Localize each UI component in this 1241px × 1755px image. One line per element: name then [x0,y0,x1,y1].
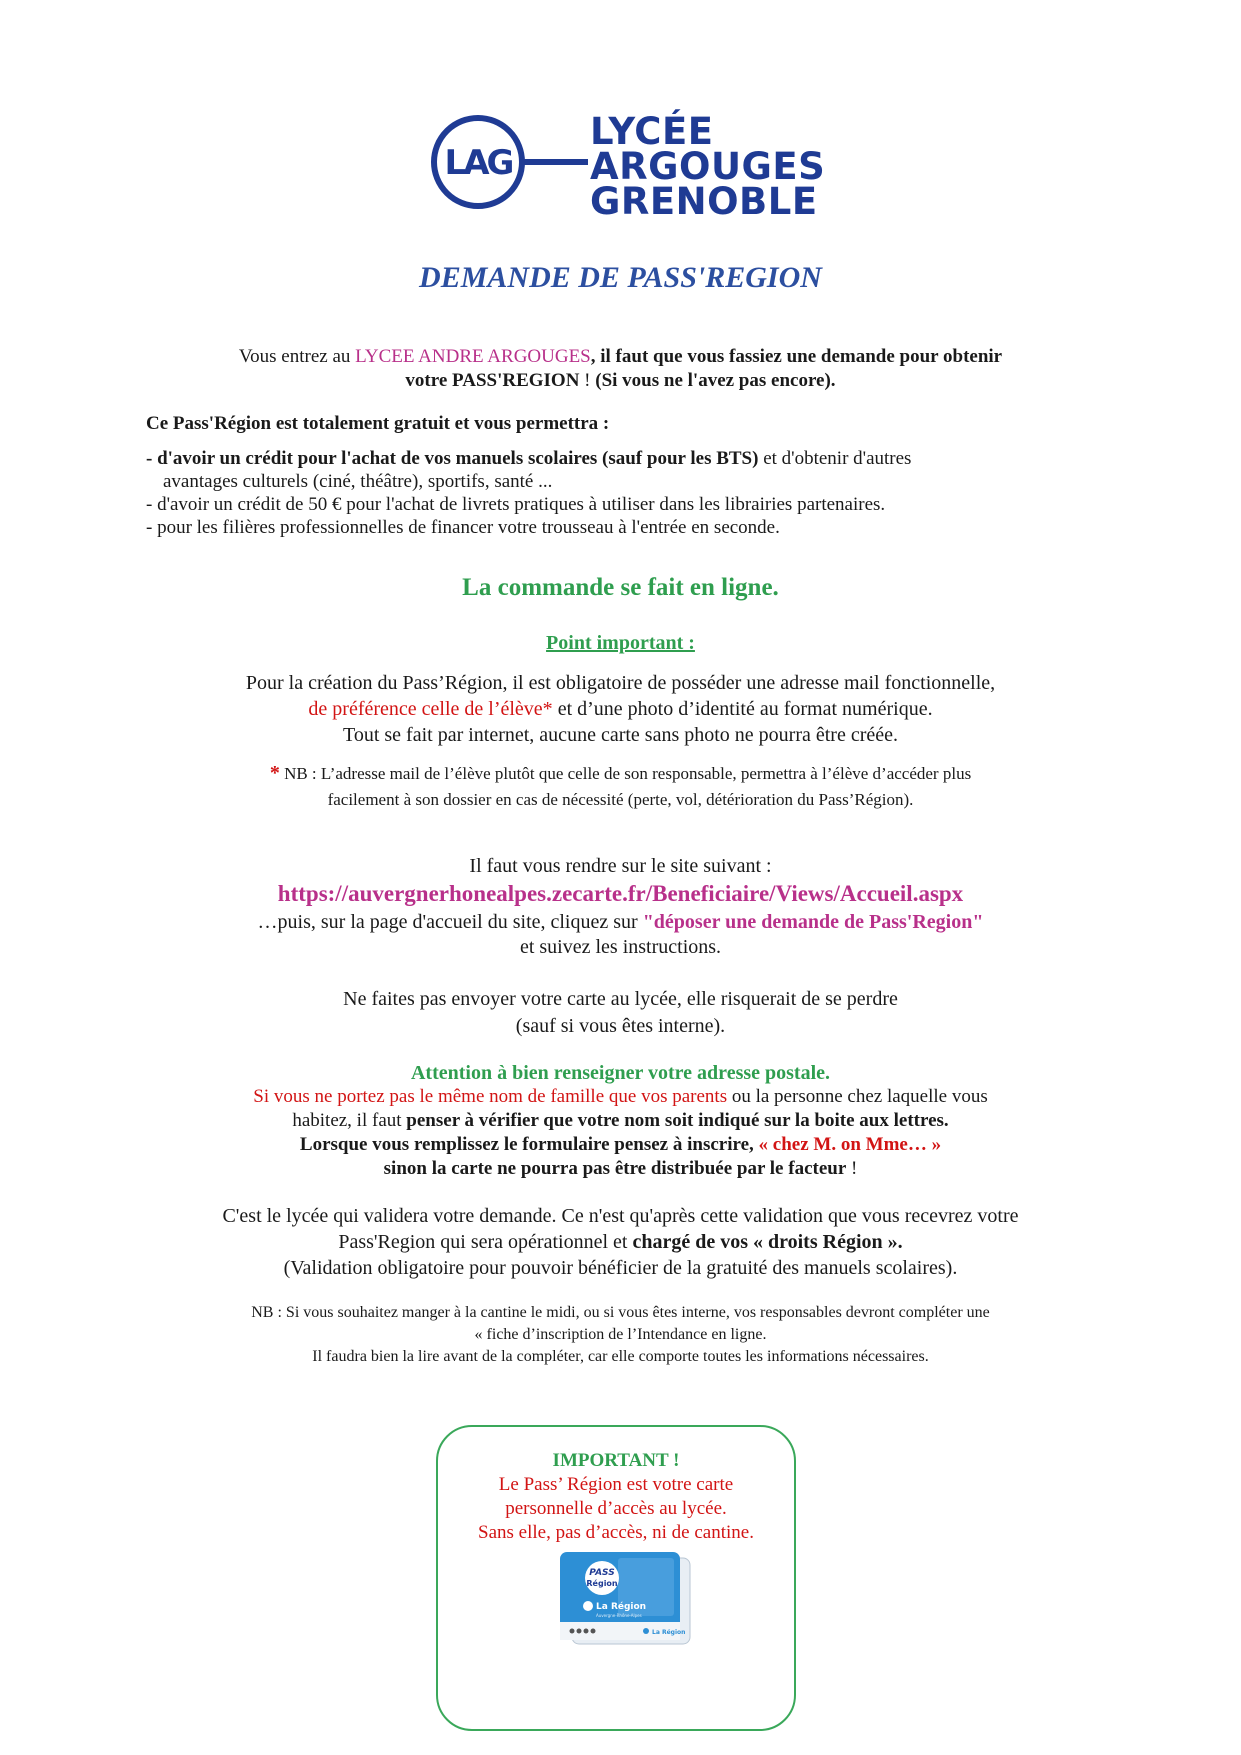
card-region-sub: Auvergne-Rhône-Alpes [596,1613,642,1618]
address-bold: sinon la carte ne pourra pas être distribuée par le facteur [383,1158,847,1179]
asterisk: * [269,762,280,784]
logo-monogram: LAG [444,143,512,183]
important-box-line: personnelle d’accès au lycée. [505,1498,727,1519]
address-line [0,1109,1241,1133]
site-intro: Il faut vous rendre sur le site suivant : [469,855,772,877]
address-heading: Attention à bien renseigner votre adresse postale. [410,1062,831,1084]
intro-paragraph [0,345,1241,393]
logo-line-2: ARGOUGES [590,145,826,188]
address-line [0,1085,1241,1109]
list-item-continuation: avantages culturels (ciné, théâtre), sportifs, santé ... [163,471,553,492]
address-text: ! [846,1158,858,1179]
important-point-heading: Point important : [546,632,695,654]
canteen-line: « fiche d’inscription de l’Intendance en ligne. [474,1326,767,1343]
important-box-heading: IMPORTANT ! [552,1450,680,1471]
important-point-body [0,670,1241,748]
address-text: ou la personne chez laquelle vous [727,1086,988,1107]
intro-line-1 [0,345,1241,369]
validation-text: Pass'Region qui sera opérationnel et [338,1231,633,1253]
logo-line-3: GRENOBLE [590,180,818,223]
important-line: Pour la création du Pass’Région, il est obligatoire de posséder une adresse mail fonctionnelle, [245,672,996,694]
list-item [146,447,1096,470]
card-brand-1: PASS [589,1568,615,1578]
important-line [0,696,1241,722]
card-footer-region: La Région [652,1629,686,1636]
pass-region-card-image [558,1550,696,1650]
online-notice: La commande se fait en ligne. [462,574,779,601]
intro-bold: votre PASS'REGION [405,370,580,391]
important-box [436,1425,796,1731]
address-text: habitez, il faut [292,1110,407,1131]
logo-line-1: LYCÉE [590,110,714,153]
canteen-nb [0,1302,1241,1368]
logo-wordmark [590,110,826,223]
site-url-link[interactable]: https://auvergnerhonealpes.zecarte.fr/Beneficiaire/Views/Accueil.aspx [277,881,964,906]
list-item: - d'avoir un crédit de 50 € pour l'achat de livrets pratiques à utiliser dans les librairies partenaires. [146,494,886,515]
card-brand-2: Région [586,1579,618,1588]
intro-bold: (Si vous ne l'avez pas encore). [595,370,836,391]
email-nb [0,760,1241,813]
intro-text: , il faut que vous fassiez [590,346,787,367]
address-red: Si vous ne portez pas le même nom de famille que vos parents [253,1086,728,1107]
intro-text: ! [579,370,596,391]
address-bold: Lorsque vous remplissez le formulaire pensez à inscrire, [299,1134,754,1155]
intro-bold: une demande pour obtenir [786,346,1003,367]
site-text: …puis, sur la page d'accueil du site, cliquez sur [257,911,643,933]
address-section [0,1061,1241,1181]
canteen-line: NB : Si vous souhaitez manger à la cantine le midi, ou si vous êtes interne, vos responsables devront compléter une [251,1304,990,1321]
validation-line: (Validation obligatoire pour pouvoir bénéficier de la gratuité des manuels scolaires). [283,1257,958,1279]
important-text: et d’une photo d’identité au format numérique. [552,698,933,720]
nb-line [0,760,1241,787]
page-title: DEMANDE DE PASS'REGION [419,261,822,294]
important-box-line: Sans elle, pas d’accès, ni de cantine. [478,1522,754,1543]
validation-line: C'est le lycée qui validera votre demande. Ce n'est qu'après cette validation que vous recevrez votre [222,1205,1019,1227]
site-section [0,852,1241,958]
lag-monogram-icon [430,112,590,212]
delivery-notice [0,986,1241,1040]
site-follow: et suivez les instructions. [519,936,722,958]
address-bold: penser à vérifier que votre nom soit indiqué sur la boite aux lettres. [406,1110,949,1131]
validation-bold: chargé de vos « droits Région ». [632,1231,903,1253]
list-item-bold: - d'avoir un crédit pour l'achat de vos manuels scolaires (sauf pour les BTS) [146,448,759,469]
school-name: LYCEE ANDRE ARGOUGES [355,346,591,367]
important-red: de préférence celle de l’élève* [308,698,553,720]
delivery-line: Ne faites pas envoyer votre carte au lycée, elle risquerait de se perdre [343,988,898,1010]
intro-line-2 [0,369,1241,393]
important-box-line: Le Pass’ Région est votre carte [498,1474,734,1495]
important-box-text [438,1427,794,1545]
validation-line [0,1229,1241,1255]
benefits-heading: Ce Pass'Région est totalement gratuit et vous permettra : [146,413,610,434]
list-item-text: et d'obtenir d'autres [758,448,912,469]
list-item: - pour les filières professionnelles de financer votre trousseau à l'entrée en seconde. [146,517,780,538]
site-instructions [0,908,1241,936]
benefits-list [146,447,1096,539]
canteen-line: Il faudra bien la lire avant de la compléter, car elle comporte toutes les informations nécessaires. [312,1348,929,1365]
intro-text: Vous entrez au [238,346,356,367]
address-line [0,1133,1241,1157]
nb-text: NB : L’adresse mail de l’élève plutôt que celle de son responsable, permettra à l’élève d’accéder plus [279,764,972,783]
nb-line: facilement à son dossier en cas de nécessité (perte, vol, détérioration du Pass’Région). [327,790,914,809]
important-line: Tout se fait par internet, aucune carte sans photo ne pourra être créée. [343,724,898,746]
delivery-line: (sauf si vous êtes interne). [515,1015,726,1037]
address-line [0,1157,1241,1181]
school-logo [430,110,826,223]
site-action-label: "déposer une demande de Pass'Region" [642,911,984,933]
card-region: La Région [596,1602,647,1612]
address-red: « chez M. on Mme… » [753,1134,942,1155]
validation-section [0,1203,1241,1281]
